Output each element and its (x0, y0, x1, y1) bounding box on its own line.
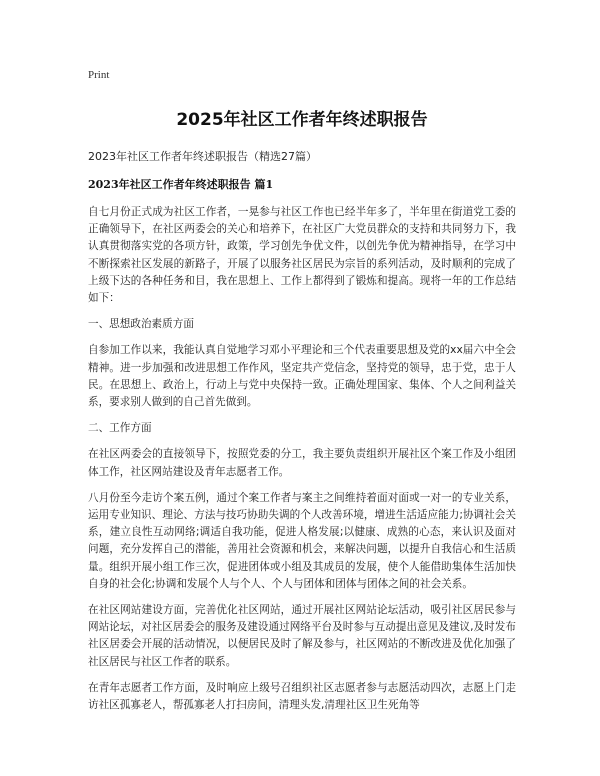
paragraph-casework: 八月份至今走访个案五例，通过个案工作者与案主之间维持着面对面或一对一的专业关系，运用专业知识、理论、方法与技巧协助失调的个人改善环境，增进生活适应能力;协调社会关系，建立良性互动网络;调适自我功能，促进人格发展;以健康、成熟的心态，来认识及面对问题，充分发挥自己的潜能，善用社会资源和机会，来解决问题，以提升自我信心和生活质量。组织开展小组工作三次，促进团体或小组及其成员的发展，使个人能借助集体生活加快自身的社会化;协调和发展个人与个人、个人与团体和团体与团体之间的社会关系。 (88, 491, 516, 590)
document-subtitle: 2023年社区工作者年终述职报告（精选27篇） (88, 150, 317, 163)
page-title: 2025年社区工作者年终述职报告 (176, 110, 428, 130)
subheading-work: 二、工作方面 (88, 422, 152, 435)
paragraph-political: 自参加工作以来，我能认真自觉地学习邓小平理论和三个代表重要思想及党的xx届六中全会精神。进一步加强和改进思想工作作风，坚定共产党信念，坚持党的领导，忠于党，忠于人民。在思想上、政治上，行动上与党中央保持一致。正确处理国家、集体、个人之间利益关系，要求别人做到的自己首先做到。 (88, 344, 516, 409)
paragraph-website: 在社区网站建设方面，完善优化社区网站，通过开展社区网站论坛活动，吸引社区居民参与网站论坛，对社区居委会的服务及建设通过网络平台及时参与互动提出意见及建议,及时发布社区居委会开展的活动情况，以便居民及时了解及参与，社区网站的不断改进及优化加强了社区居民与社区工作者的联系。 (88, 604, 516, 668)
document-page (88, 66, 516, 723)
subheading-political: 一、思想政治素质方面 (88, 318, 194, 331)
paragraph-work-duties: 在社区两委会的直接领导下，按照党委的分工，我主要负责组织开展社区个案工作及小组团体工作，社区网站建设及青年志愿者工作。 (88, 448, 516, 478)
print-link[interactable]: Print (88, 69, 110, 81)
paragraph-volunteer: 在青年志愿者工作方面，及时响应上级号召组织社区志愿者参与志愿活动四次，志愿上门走访社区孤寡老人，帮孤寡老人打扫房间，清理头发,清理社区卫生死角等 (88, 681, 516, 712)
paragraph-intro: 自七月份正式成为社区工作者，一晃参与社区工作也已经半年多了，半年里在街道党工委的正确领导下，在社区两委会的关心和培养下，在社区广大党员群众的支持和共同努力下，我认真贯彻落实党的各项方针，政策，学习创先争优文件，以创先争优为精神指导，在学习中不断探索社区发展的新路子，开展了以服务社区居民为宗旨的系列活动，及时顺利的完成了上级下达的各种任务和目，我在思想上、工作上都得到了锻炼和提高。现将一年的工作总结如下： (88, 206, 516, 305)
section-heading: 2023年社区工作者年终述职报告 篇1 (88, 178, 274, 191)
